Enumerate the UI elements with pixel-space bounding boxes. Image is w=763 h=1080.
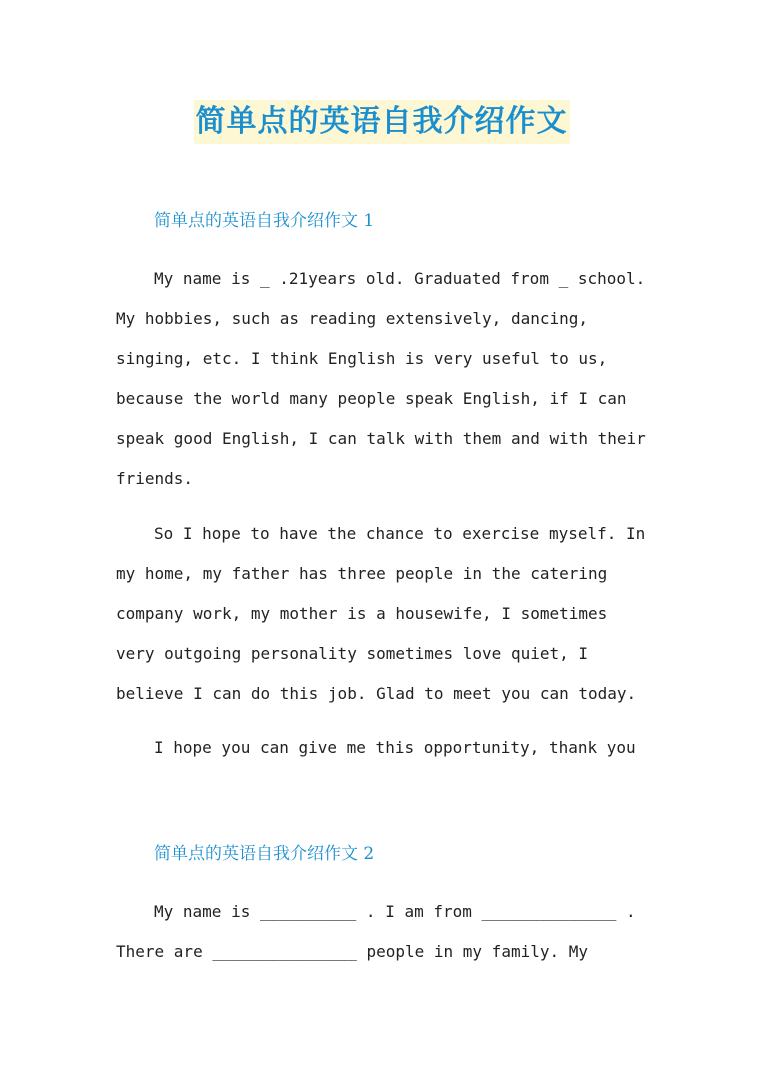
text-line: So I hope to have the chance to exercise myself. In [154,524,646,543]
text-line: There are _______________ people in my family. My [116,942,589,961]
text-line: my home, my father has three people in the catering [116,564,608,583]
text-line: speak good English, I can talk with them and with their [116,429,646,448]
text-line: I hope you can give me this opportunity, thank you [154,738,636,757]
text-line: very outgoing personality sometimes love quiet, I [116,644,589,663]
text-line: company work, my mother is a housewife, I sometimes [116,604,608,623]
text-line: friends. [116,469,194,488]
section-2-heading: 简单点的英语自我介绍作文 2 [154,844,375,864]
title-container [0,100,763,144]
section-1-heading: 简单点的英语自我介绍作文 1 [154,211,375,231]
text-line: because the world many people speak English, if I can [116,389,627,408]
section-1-paragraph-1 [116,259,656,499]
section-1-paragraph-2 [116,514,656,714]
section-1-paragraph-3 [116,728,656,768]
document-title: 简单点的英语自我介绍作文 [194,100,570,144]
section-2-paragraph-1 [116,892,656,972]
text-line: My hobbies, such as reading extensively, dancing, [116,309,589,328]
text-line: My name is _ .21years old. Graduated from _ school. [154,269,646,288]
text-line: singing, etc. I think English is very useful to us, [116,349,608,368]
text-line: My name is __________ . I am from ______________ . [154,902,636,921]
text-line: believe I can do this job. Glad to meet you can today. [116,684,637,703]
